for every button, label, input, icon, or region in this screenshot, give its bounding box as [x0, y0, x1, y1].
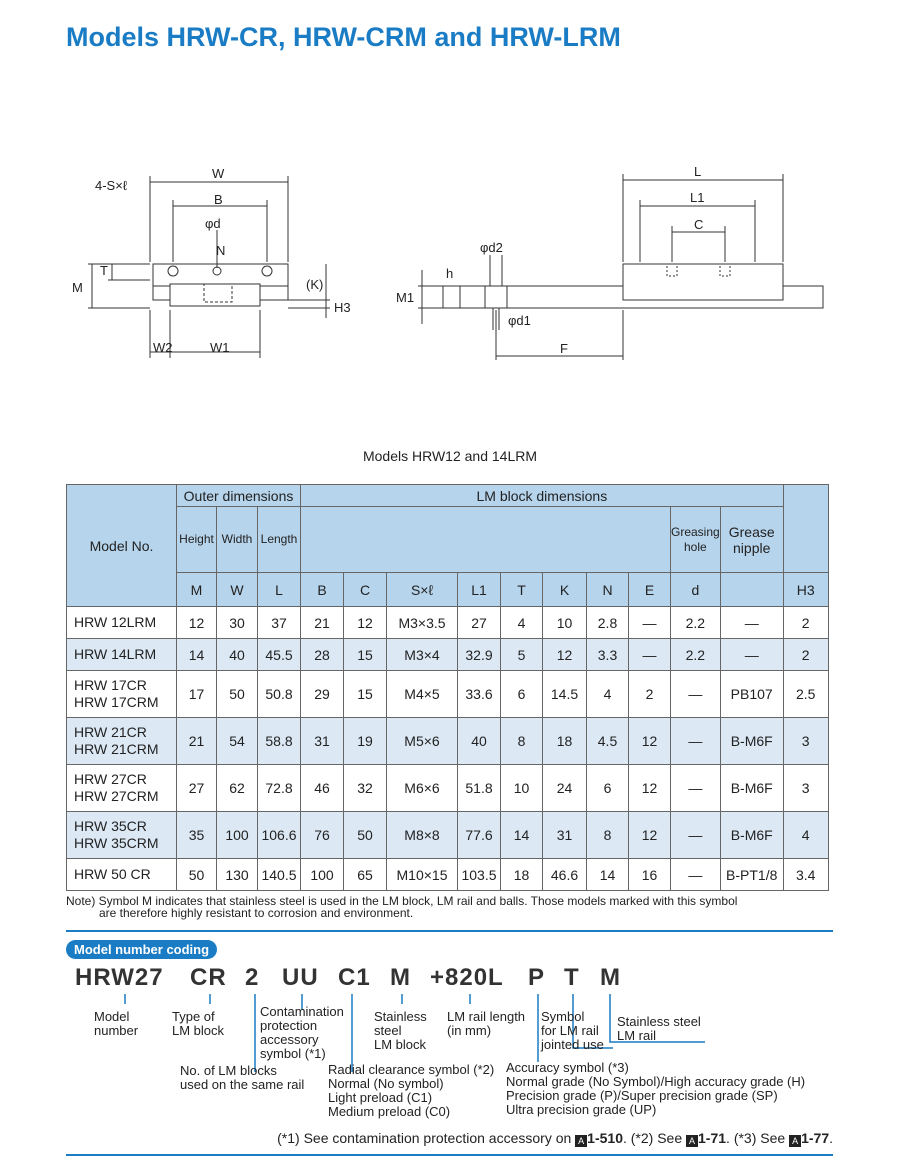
table-row — [67, 639, 829, 671]
footer-text-2: . (*2) See — [622, 1130, 687, 1146]
value-cell: 100 — [217, 812, 258, 859]
label-accuracy: Accuracy symbol (*3) Normal grade (No Symbol)/High accuracy grade (H) Precision grade (P)/Super precision grade (SP) Ultra precision grade (UP) — [506, 1060, 806, 1117]
value-cell: 65 — [344, 859, 387, 891]
label-t: T — [100, 263, 108, 278]
value-cell: 14 — [177, 639, 217, 671]
label-c: C — [694, 217, 704, 232]
value-cell: 2 — [783, 639, 828, 671]
model-cell — [67, 639, 177, 671]
value-cell: 18 — [501, 859, 543, 891]
value-cell: 3.4 — [783, 859, 828, 891]
table-row — [67, 812, 829, 859]
value-cell: 31 — [301, 718, 344, 765]
value-cell: 4 — [501, 607, 543, 639]
value-cell: 100 — [301, 859, 344, 891]
value-cell: 2.5 — [783, 671, 828, 718]
model-cell — [67, 812, 177, 859]
value-cell: — — [671, 765, 721, 812]
value-cell: B-M6F — [720, 718, 783, 765]
value-cell: 21 — [177, 718, 217, 765]
model-name: HRW 50 CR — [74, 866, 151, 882]
coding-segment: M — [390, 964, 411, 991]
symbol-cell: d — [671, 573, 721, 607]
value-cell: 6 — [501, 671, 543, 718]
value-cell: 4 — [783, 812, 828, 859]
symbol-cell: E — [629, 573, 671, 607]
model-name: HRW 27CR — [74, 771, 147, 787]
header-model-no: Model No. — [67, 485, 177, 607]
value-cell: 46 — [301, 765, 344, 812]
value-cell: M3×3.5 — [387, 607, 458, 639]
value-cell: 32 — [344, 765, 387, 812]
value-cell: — — [671, 812, 721, 859]
value-cell: 2 — [629, 671, 671, 718]
value-cell: 58.8 — [258, 718, 301, 765]
coding-segment: HRW27 — [75, 964, 164, 991]
symbol-cell: H3 — [783, 573, 828, 607]
coding-segment: 2 — [245, 964, 260, 991]
table-row — [67, 671, 829, 718]
header-blank — [783, 485, 828, 573]
label-m1: M1 — [396, 290, 415, 305]
label-s-x-l: 4-S×ℓ — [95, 178, 128, 193]
spec-table — [66, 484, 829, 891]
note — [66, 895, 846, 919]
value-cell: — — [671, 671, 721, 718]
value-cell: — — [720, 607, 783, 639]
symbol-cell: T — [501, 573, 543, 607]
model-cell — [67, 765, 177, 812]
coding-segment: CR — [190, 964, 227, 991]
value-cell: 8 — [501, 718, 543, 765]
value-cell: 19 — [344, 718, 387, 765]
value-cell: 46.6 — [543, 859, 587, 891]
value-cell: M4×5 — [387, 671, 458, 718]
value-cell: 14 — [587, 859, 629, 891]
page-ref-icon: A — [789, 1135, 801, 1147]
value-cell: 24 — [543, 765, 587, 812]
model-cell — [67, 607, 177, 639]
ref-1-510[interactable]: 1-510 — [587, 1130, 623, 1146]
value-cell: 45.5 — [258, 639, 301, 671]
label-b: B — [214, 192, 223, 207]
value-cell: 51.8 — [458, 765, 501, 812]
value-cell: M8×8 — [387, 812, 458, 859]
model-name: HRW 14LRM — [74, 646, 157, 662]
model-name-2: HRW 17CRM — [74, 694, 159, 710]
value-cell: 6 — [587, 765, 629, 812]
page-ref-icon: A — [686, 1135, 698, 1147]
label-stainless-block: Stainless steel LM block — [374, 1009, 427, 1052]
label-jointed: Symbol for LM rail jointed use — [541, 1009, 604, 1052]
value-cell: 21 — [301, 607, 344, 639]
label-phi-d: φd — [205, 216, 221, 231]
value-cell: B-M6F — [720, 812, 783, 859]
header-greasing-hole: Greasing hole — [671, 507, 721, 573]
model-name-2: HRW 27CRM — [74, 788, 159, 804]
value-cell: 2 — [783, 607, 828, 639]
value-cell: 3 — [783, 718, 828, 765]
label-rail-length: LM rail length (in mm) — [447, 1009, 526, 1038]
value-cell: 106.6 — [258, 812, 301, 859]
model-name-2: HRW 21CRM — [74, 741, 159, 757]
value-cell: 2.2 — [671, 639, 721, 671]
label-f: F — [560, 341, 568, 356]
value-cell: 12 — [177, 607, 217, 639]
value-cell: PB107 — [720, 671, 783, 718]
value-cell: 14.5 — [543, 671, 587, 718]
divider — [66, 930, 833, 932]
model-name: HRW 17CR — [74, 677, 147, 693]
footer-text-1: (*1) See contamination protection accessory on — [277, 1130, 576, 1146]
label-stainless-rail: Stainless steel LM rail — [617, 1014, 701, 1043]
coding-segment: +820L — [430, 964, 504, 991]
note-line-1: Note) Symbol M indicates that stainless steel is used in the LM block, LM rail and balls. Those models marked with this symbol — [66, 894, 738, 908]
label-num-blocks: No. of LM blocks used on the same rail — [180, 1063, 305, 1092]
value-cell: — — [720, 639, 783, 671]
value-cell: 140.5 — [258, 859, 301, 891]
ref-1-71[interactable]: 1-71 — [698, 1130, 727, 1146]
label-w: W — [212, 166, 225, 181]
value-cell: 10 — [501, 765, 543, 812]
value-cell: 5 — [501, 639, 543, 671]
label-m: M — [72, 280, 83, 295]
table-row — [67, 607, 829, 639]
value-cell: 4.5 — [587, 718, 629, 765]
value-cell: 16 — [629, 859, 671, 891]
model-cell — [67, 859, 177, 891]
symbol-cell: K — [543, 573, 587, 607]
label-phi-d1: φd1 — [508, 313, 531, 328]
symbol-cell: B — [301, 573, 344, 607]
value-cell: 103.5 — [458, 859, 501, 891]
model-name-2: HRW 35CRM — [74, 835, 159, 851]
value-cell: 50 — [217, 671, 258, 718]
header-height: Height — [177, 507, 217, 573]
label-lm-block-type: Type of LM block — [172, 1009, 225, 1038]
value-cell: 12 — [629, 718, 671, 765]
label-clearance: Radial clearance symbol (*2) Normal (No symbol) Light preload (C1) Medium preload (C0) — [328, 1062, 495, 1119]
table-caption: Models HRW12 and 14LRM — [362, 448, 538, 464]
coding-segment: C1 — [338, 964, 371, 991]
model-cell — [67, 718, 177, 765]
label-w2: W2 — [153, 340, 173, 355]
value-cell: 27 — [458, 607, 501, 639]
label-phi-d2: φd2 — [480, 240, 503, 255]
value-cell: 12 — [629, 765, 671, 812]
value-cell: 32.9 — [458, 639, 501, 671]
value-cell: 72.8 — [258, 765, 301, 812]
value-cell: 12 — [629, 812, 671, 859]
note-line-2: are therefore highly resistant to corrosion and environment. — [99, 906, 414, 920]
coding-heading: Model number coding — [66, 940, 217, 959]
value-cell: M6×6 — [387, 765, 458, 812]
value-cell: 12 — [543, 639, 587, 671]
model-name: HRW 21CR — [74, 724, 147, 740]
header-outer-dimensions: Outer dimensions — [177, 485, 301, 507]
table-row — [67, 765, 829, 812]
label-h3: H3 — [334, 300, 351, 315]
value-cell: B-M6F — [720, 765, 783, 812]
footer-references — [0, 1130, 833, 1147]
label-w1: W1 — [210, 340, 230, 355]
value-cell: 33.6 — [458, 671, 501, 718]
value-cell: 77.6 — [458, 812, 501, 859]
symbol-cell: C — [344, 573, 387, 607]
value-cell: 2.2 — [671, 607, 721, 639]
model-cell — [67, 671, 177, 718]
value-cell: 10 — [543, 607, 587, 639]
value-cell: — — [629, 607, 671, 639]
header-width: Width — [217, 507, 258, 573]
coding-segment: T — [564, 964, 580, 991]
symbol-cell: L — [258, 573, 301, 607]
header-grease-nipple: Grease nipple — [720, 507, 783, 573]
value-cell: 3 — [783, 765, 828, 812]
dimension-drawing — [0, 150, 900, 370]
value-cell: 2.8 — [587, 607, 629, 639]
header-spacer — [301, 507, 671, 573]
symbol-cell: S×ℓ — [387, 573, 458, 607]
value-cell: M10×15 — [387, 859, 458, 891]
value-cell: — — [671, 718, 721, 765]
footer-text-3: . (*3) See — [726, 1130, 790, 1146]
value-cell: 54 — [217, 718, 258, 765]
model-name: HRW 35CR — [74, 818, 147, 834]
symbol-cell: L1 — [458, 573, 501, 607]
value-cell: 50 — [344, 812, 387, 859]
value-cell: 40 — [458, 718, 501, 765]
value-cell: 35 — [177, 812, 217, 859]
table-row — [67, 859, 829, 891]
value-cell: 62 — [217, 765, 258, 812]
value-cell: B-PT1/8 — [720, 859, 783, 891]
page-title: Models HRW-CR, HRW-CRM and HRW-LRM — [66, 22, 621, 52]
symbol-cell: M — [177, 573, 217, 607]
table-row — [67, 718, 829, 765]
coding-segment: M — [600, 964, 621, 991]
value-cell: 31 — [543, 812, 587, 859]
value-cell: 30 — [217, 607, 258, 639]
value-cell: 15 — [344, 671, 387, 718]
value-cell: 40 — [217, 639, 258, 671]
label-contamination: Contamination protection accessory symbol (*1) — [260, 1004, 344, 1061]
value-cell: 28 — [301, 639, 344, 671]
footer-text-4: . — [829, 1130, 833, 1146]
value-cell: 15 — [344, 639, 387, 671]
value-cell: 8 — [587, 812, 629, 859]
coding-segment: P — [528, 964, 546, 991]
symbol-cell: W — [217, 573, 258, 607]
value-cell: 50.8 — [258, 671, 301, 718]
value-cell: 50 — [177, 859, 217, 891]
value-cell: M3×4 — [387, 639, 458, 671]
value-cell: 12 — [344, 607, 387, 639]
page-ref-icon: A — [575, 1135, 587, 1147]
coding-segment: UU — [282, 964, 319, 991]
label-k: (K) — [306, 277, 324, 292]
value-cell: 14 — [501, 812, 543, 859]
value-cell: — — [671, 859, 721, 891]
value-cell: 130 — [217, 859, 258, 891]
label-l: L — [694, 164, 702, 179]
value-cell: 17 — [177, 671, 217, 718]
value-cell: 3.3 — [587, 639, 629, 671]
label-n: N — [216, 243, 226, 258]
label-l1: L1 — [690, 190, 705, 205]
symbol-cell — [720, 573, 783, 607]
value-cell: 4 — [587, 671, 629, 718]
ref-1-77[interactable]: 1-77 — [801, 1130, 830, 1146]
value-cell: 76 — [301, 812, 344, 859]
value-cell: 29 — [301, 671, 344, 718]
header-length: Length — [258, 507, 301, 573]
value-cell: — — [629, 639, 671, 671]
symbol-cell: N — [587, 573, 629, 607]
model-name: HRW 12LRM — [74, 614, 157, 630]
header-lm-block-dimensions: LM block dimensions — [301, 485, 784, 507]
value-cell: 18 — [543, 718, 587, 765]
label-h: h — [446, 266, 454, 281]
value-cell: 37 — [258, 607, 301, 639]
value-cell: 27 — [177, 765, 217, 812]
value-cell: M5×6 — [387, 718, 458, 765]
label-model-number: Model number — [94, 1009, 139, 1038]
